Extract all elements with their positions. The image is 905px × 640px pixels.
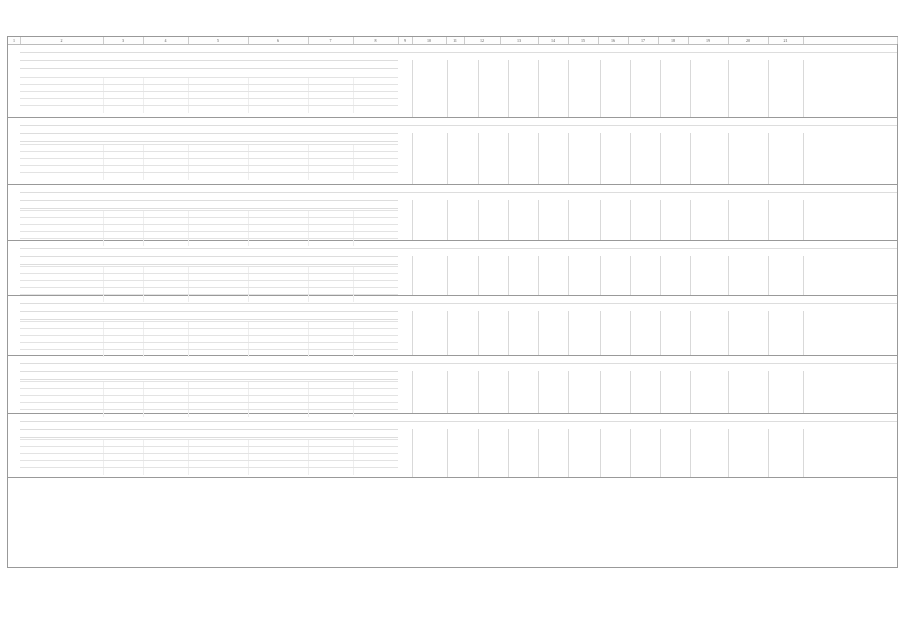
spreadsheet-table: [7, 36, 898, 568]
col-number-cell: 13: [500, 37, 539, 44]
col-number-cell: 16: [598, 37, 629, 44]
col-number-cell: 21: [768, 37, 804, 44]
cell-divider: [188, 468, 189, 475]
vertical-text-cell: [632, 202, 658, 236]
column-divider: [538, 133, 539, 184]
column-divider: [447, 371, 448, 413]
column-divider: [728, 311, 729, 355]
column-divider: [568, 200, 569, 240]
table-row-block: [8, 184, 897, 241]
cell-divider: [248, 173, 249, 180]
column-divider: [803, 256, 804, 295]
vertical-text-cell: [449, 313, 475, 351]
col-number-cell: 12: [464, 37, 501, 44]
cell-divider: [353, 468, 354, 475]
col-number-cell: 3: [103, 37, 144, 44]
vertical-text-cell: [602, 431, 628, 473]
col-number-cell: 10: [412, 37, 447, 44]
vertical-text-cell: [540, 313, 566, 351]
column-divider: [728, 60, 729, 117]
vertical-text-cell: [730, 258, 756, 291]
column-divider: [660, 60, 661, 117]
vertical-text-cell: [449, 202, 475, 236]
table-row-block: [8, 355, 897, 414]
column-divider: [568, 429, 569, 477]
column-divider: [690, 200, 691, 240]
column-divider: [600, 429, 601, 477]
vertical-text-cell: [510, 202, 536, 236]
column-divider: [508, 200, 509, 240]
column-divider: [728, 133, 729, 184]
vertical-text-cell: [730, 313, 756, 351]
vertical-text-cell: [449, 62, 475, 113]
column-divider: [630, 371, 631, 413]
column-divider: [803, 133, 804, 184]
column-divider: [690, 60, 691, 117]
column-divider: [803, 429, 804, 477]
vertical-text-cell: [510, 431, 536, 473]
vertical-text-cell: [414, 202, 440, 236]
column-divider: [478, 133, 479, 184]
vertical-text-cell: [662, 135, 688, 180]
column-divider: [478, 200, 479, 240]
vertical-text-cell: [570, 202, 596, 236]
vertical-text-cell: [540, 373, 566, 409]
vertical-text-cell: [632, 62, 658, 113]
column-divider: [768, 256, 769, 295]
col-number-cell: 1: [8, 37, 21, 44]
column-divider: [600, 256, 601, 295]
row-header-band: [20, 429, 398, 438]
column-divider: [803, 200, 804, 240]
column-divider: [728, 200, 729, 240]
vertical-text-cell: [770, 62, 796, 113]
vertical-text-cell: [570, 373, 596, 409]
cell-divider: [143, 468, 144, 475]
vertical-text-cell: [662, 373, 688, 409]
vertical-text-cell: [602, 135, 628, 180]
vertical-text-cell: [570, 135, 596, 180]
vertical-text-cell: [480, 202, 506, 236]
vertical-text-cell: [602, 313, 628, 351]
vertical-text-cell: [662, 258, 688, 291]
col-number-cell: 14: [538, 37, 569, 44]
column-divider: [630, 133, 631, 184]
column-divider: [660, 200, 661, 240]
vertical-text-cell: [540, 431, 566, 473]
column-divider: [447, 256, 448, 295]
column-divider: [412, 429, 413, 477]
column-divider: [728, 371, 729, 413]
col-number-cell: 17: [628, 37, 659, 44]
vertical-text-cell: [692, 135, 718, 180]
column-divider: [538, 311, 539, 355]
cell-divider: [103, 468, 104, 475]
vertical-text-cell: [602, 258, 628, 291]
column-divider: [447, 200, 448, 240]
column-divider: [412, 371, 413, 413]
column-divider: [412, 60, 413, 117]
table-row-block: [8, 295, 897, 356]
vertical-text-cell: [414, 135, 440, 180]
col-number-cell: 5: [188, 37, 249, 44]
vertical-text-cell: [730, 62, 756, 113]
column-divider: [630, 429, 631, 477]
vertical-text-cell: [692, 373, 718, 409]
column-divider: [508, 60, 509, 117]
vertical-text-cell: [480, 373, 506, 409]
vertical-text-cell: [602, 202, 628, 236]
vertical-text-cell: [662, 313, 688, 351]
column-divider: [630, 200, 631, 240]
column-divider: [728, 256, 729, 295]
col-number-cell: 19: [688, 37, 729, 44]
vertical-text-cell: [602, 62, 628, 113]
cell-divider: [308, 173, 309, 180]
table-row-block: [8, 44, 897, 118]
column-divider: [690, 311, 691, 355]
column-divider: [508, 371, 509, 413]
table-row-block: [8, 117, 897, 185]
column-divider: [508, 133, 509, 184]
column-divider: [447, 60, 448, 117]
row-header-band: [20, 133, 398, 142]
column-divider: [478, 371, 479, 413]
column-divider: [600, 371, 601, 413]
vertical-text-cell: [510, 135, 536, 180]
vertical-text-cell: [602, 373, 628, 409]
vertical-text-cell: [692, 313, 718, 351]
column-divider: [447, 429, 448, 477]
vertical-text-cell: [770, 431, 796, 473]
column-divider: [803, 311, 804, 355]
vertical-text-cell: [632, 313, 658, 351]
column-divider: [768, 60, 769, 117]
vertical-text-cell: [510, 258, 536, 291]
vertical-text-cell: [480, 431, 506, 473]
row-header-band: [20, 200, 398, 209]
vertical-text-cell: [510, 373, 536, 409]
cell-divider: [188, 173, 189, 180]
column-divider: [412, 311, 413, 355]
column-divider: [508, 311, 509, 355]
vertical-text-cell: [730, 202, 756, 236]
cell-divider: [353, 106, 354, 113]
column-divider: [660, 256, 661, 295]
vertical-text-cell: [480, 313, 506, 351]
vertical-text-cell: [770, 135, 796, 180]
vertical-text-cell: [730, 431, 756, 473]
vertical-text-cell: [632, 258, 658, 291]
column-divider: [803, 60, 804, 117]
cell-divider: [188, 106, 189, 113]
cell-divider: [248, 106, 249, 113]
column-divider: [478, 256, 479, 295]
vertical-text-cell: [770, 313, 796, 351]
vertical-text-cell: [730, 373, 756, 409]
row-header-band: [20, 256, 398, 265]
column-divider: [690, 371, 691, 413]
vertical-text-cell: [770, 202, 796, 236]
vertical-text-cell: [662, 431, 688, 473]
vertical-text-cell: [730, 135, 756, 180]
vertical-text-cell: [540, 135, 566, 180]
column-divider: [568, 60, 569, 117]
vertical-text-cell: [480, 62, 506, 113]
vertical-text-cell: [414, 373, 440, 409]
column-divider: [690, 256, 691, 295]
col-number-cell: 9: [398, 37, 413, 44]
column-divider: [768, 371, 769, 413]
row-header-band: [20, 311, 398, 320]
vertical-text-cell: [570, 62, 596, 113]
column-divider: [538, 200, 539, 240]
column-divider: [690, 429, 691, 477]
col-number-cell: 2: [20, 37, 104, 44]
column-divider: [447, 311, 448, 355]
row-header-band: [20, 371, 398, 380]
column-divider: [508, 429, 509, 477]
column-divider: [660, 311, 661, 355]
vertical-text-cell: [632, 373, 658, 409]
column-divider: [803, 371, 804, 413]
vertical-text-cell: [540, 62, 566, 113]
column-divider: [568, 256, 569, 295]
column-divider: [412, 256, 413, 295]
column-divider: [478, 429, 479, 477]
col-number-cell: [803, 37, 898, 44]
vertical-text-cell: [540, 258, 566, 291]
cell-divider: [103, 173, 104, 180]
vertical-text-cell: [570, 258, 596, 291]
column-divider: [728, 429, 729, 477]
vertical-text-cell: [770, 373, 796, 409]
cell-divider: [143, 173, 144, 180]
vertical-text-cell: [414, 62, 440, 113]
vertical-text-cell: [692, 202, 718, 236]
cell-divider: [248, 468, 249, 475]
column-divider: [600, 311, 601, 355]
vertical-text-cell: [414, 313, 440, 351]
vertical-text-cell: [692, 62, 718, 113]
column-divider: [630, 311, 631, 355]
column-divider: [538, 256, 539, 295]
cell-divider: [103, 106, 104, 113]
vertical-text-cell: [449, 373, 475, 409]
table-row-block: [8, 413, 897, 478]
column-divider: [538, 60, 539, 117]
column-divider: [660, 133, 661, 184]
col-number-cell: 7: [308, 37, 354, 44]
col-number-cell: 11: [446, 37, 465, 44]
col-number-cell: 4: [143, 37, 189, 44]
column-divider: [538, 429, 539, 477]
cell-divider: [143, 106, 144, 113]
col-number-cell: 18: [658, 37, 689, 44]
vertical-text-cell: [770, 258, 796, 291]
column-divider: [568, 133, 569, 184]
vertical-text-cell: [570, 431, 596, 473]
column-divider: [768, 429, 769, 477]
vertical-text-cell: [414, 431, 440, 473]
column-divider: [478, 311, 479, 355]
vertical-text-cell: [480, 258, 506, 291]
column-divider: [630, 256, 631, 295]
row-header-band: [20, 60, 398, 69]
column-divider: [768, 311, 769, 355]
cell-divider: [353, 173, 354, 180]
vertical-text-cell: [692, 258, 718, 291]
column-divider: [508, 256, 509, 295]
column-divider: [768, 200, 769, 240]
cell-divider: [308, 468, 309, 475]
cell-divider: [308, 106, 309, 113]
vertical-text-cell: [510, 313, 536, 351]
funding-row: [20, 172, 398, 180]
column-divider: [412, 200, 413, 240]
column-divider: [600, 200, 601, 240]
vertical-text-cell: [510, 62, 536, 113]
column-divider: [768, 133, 769, 184]
funding-row: [20, 467, 398, 475]
vertical-text-cell: [414, 258, 440, 291]
column-divider: [412, 133, 413, 184]
col-number-cell: 20: [728, 37, 769, 44]
col-number-cell: 6: [248, 37, 309, 44]
column-divider: [478, 60, 479, 117]
column-divider: [447, 133, 448, 184]
vertical-text-cell: [632, 135, 658, 180]
vertical-text-cell: [662, 202, 688, 236]
column-divider: [630, 60, 631, 117]
vertical-text-cell: [632, 431, 658, 473]
vertical-text-cell: [449, 258, 475, 291]
column-divider: [568, 371, 569, 413]
vertical-text-cell: [692, 431, 718, 473]
vertical-text-cell: [570, 313, 596, 351]
vertical-text-cell: [540, 202, 566, 236]
col-number-cell: 15: [568, 37, 599, 44]
table-row-block: [8, 240, 897, 296]
column-divider: [568, 311, 569, 355]
funding-row: [20, 105, 398, 113]
column-divider: [690, 133, 691, 184]
vertical-text-cell: [449, 135, 475, 180]
vertical-text-cell: [480, 135, 506, 180]
column-divider: [660, 371, 661, 413]
column-divider: [660, 429, 661, 477]
column-divider: [600, 60, 601, 117]
vertical-text-cell: [449, 431, 475, 473]
col-number-cell: 8: [353, 37, 399, 44]
column-divider: [600, 133, 601, 184]
vertical-text-cell: [662, 62, 688, 113]
column-divider: [538, 371, 539, 413]
